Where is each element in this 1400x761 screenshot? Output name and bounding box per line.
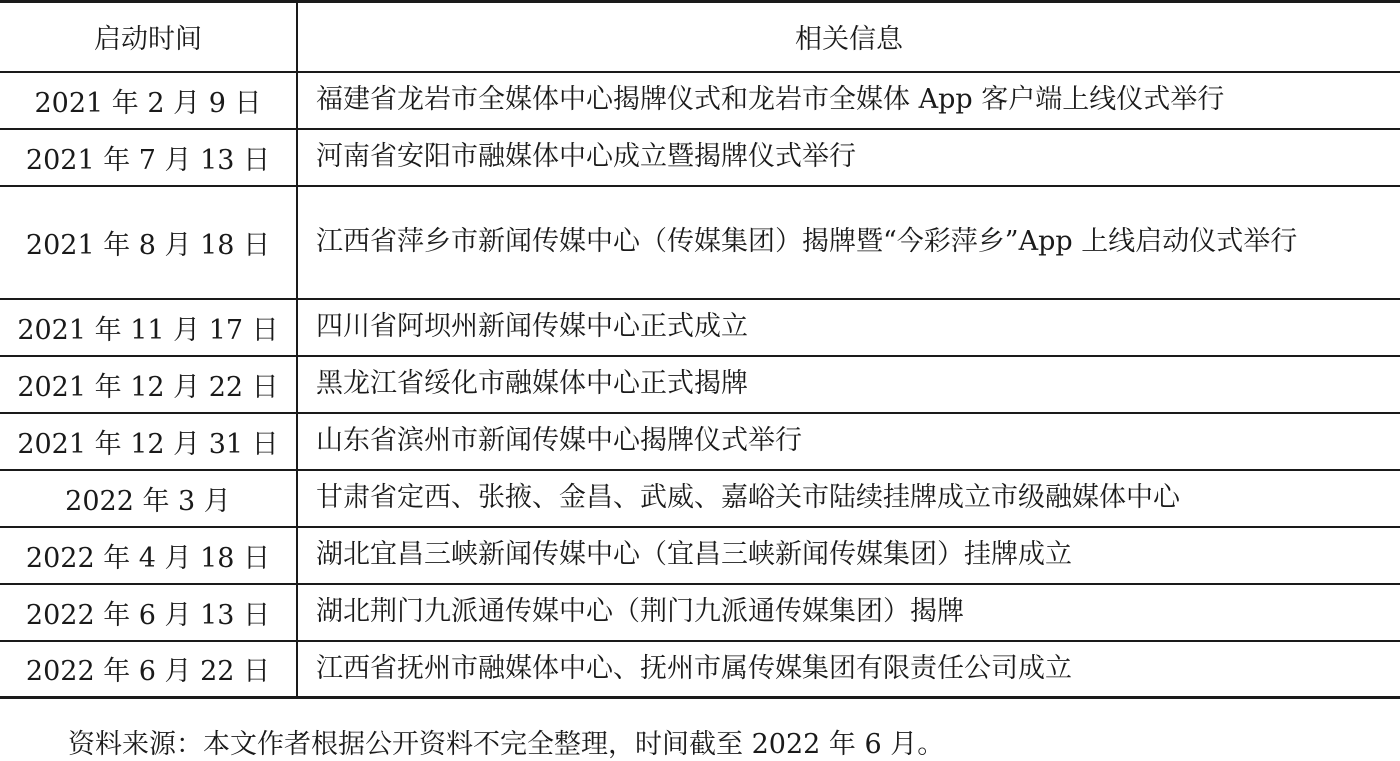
row-info: 河南省安阳市融媒体中心成立暨揭牌仪式举行 xyxy=(297,129,1400,186)
row-date: 2021 年 2 月 9 日 xyxy=(0,72,297,129)
row-info: 甘肃省定西、张掖、金昌、武威、嘉峪关市陆续挂牌成立市级融媒体中心 xyxy=(297,470,1400,527)
row-date: 2022 年 3 月 xyxy=(0,470,297,527)
source-note: 资料来源：本文作者根据公开资料不完全整理，时间截至 2022 年 6 月。 xyxy=(68,729,945,760)
table-row xyxy=(0,356,1400,413)
row-info: 福建省龙岩市全媒体中心揭牌仪式和龙岩市全媒体 App 客户端上线仪式举行 xyxy=(297,72,1400,129)
row-date: 2021 年 8 月 18 日 xyxy=(0,186,297,299)
table-body xyxy=(0,72,1400,698)
row-date: 2021 年 12 月 31 日 xyxy=(0,413,297,470)
row-info: 四川省阿坝州新闻传媒中心正式成立 xyxy=(297,299,1400,356)
row-date: 2021 年 12 月 22 日 xyxy=(0,356,297,413)
table-row xyxy=(0,129,1400,186)
table-header xyxy=(0,2,1400,72)
row-date: 2022 年 4 月 18 日 xyxy=(0,527,297,584)
table-row xyxy=(0,413,1400,470)
table-row xyxy=(0,584,1400,641)
header-info: 相关信息 xyxy=(297,2,1400,72)
row-info: 湖北荆门九派通传媒中心（荆门九派通传媒集团）揭牌 xyxy=(297,584,1400,641)
row-date: 2021 年 11 月 17 日 xyxy=(0,299,297,356)
table-row xyxy=(0,72,1400,129)
row-info: 江西省萍乡市新闻传媒中心（传媒集团）揭牌暨“今彩萍乡”App 上线启动仪式举行 xyxy=(297,186,1400,299)
table-row xyxy=(0,527,1400,584)
table-row xyxy=(0,186,1400,299)
row-info: 湖北宜昌三峡新闻传媒中心（宜昌三峡新闻传媒集团）挂牌成立 xyxy=(297,527,1400,584)
row-info: 山东省滨州市新闻传媒中心揭牌仪式举行 xyxy=(297,413,1400,470)
row-date: 2022 年 6 月 22 日 xyxy=(0,641,297,698)
row-date: 2022 年 6 月 13 日 xyxy=(0,584,297,641)
header-row xyxy=(0,2,1400,72)
table-row xyxy=(0,641,1400,698)
row-info: 黑龙江省绥化市融媒体中心正式揭牌 xyxy=(297,356,1400,413)
header-date: 启动时间 xyxy=(0,2,297,72)
table-row xyxy=(0,299,1400,356)
table-row xyxy=(0,470,1400,527)
row-info: 江西省抚州市融媒体中心、抚州市属传媒集团有限责任公司成立 xyxy=(297,641,1400,698)
row-date: 2021 年 7 月 13 日 xyxy=(0,129,297,186)
